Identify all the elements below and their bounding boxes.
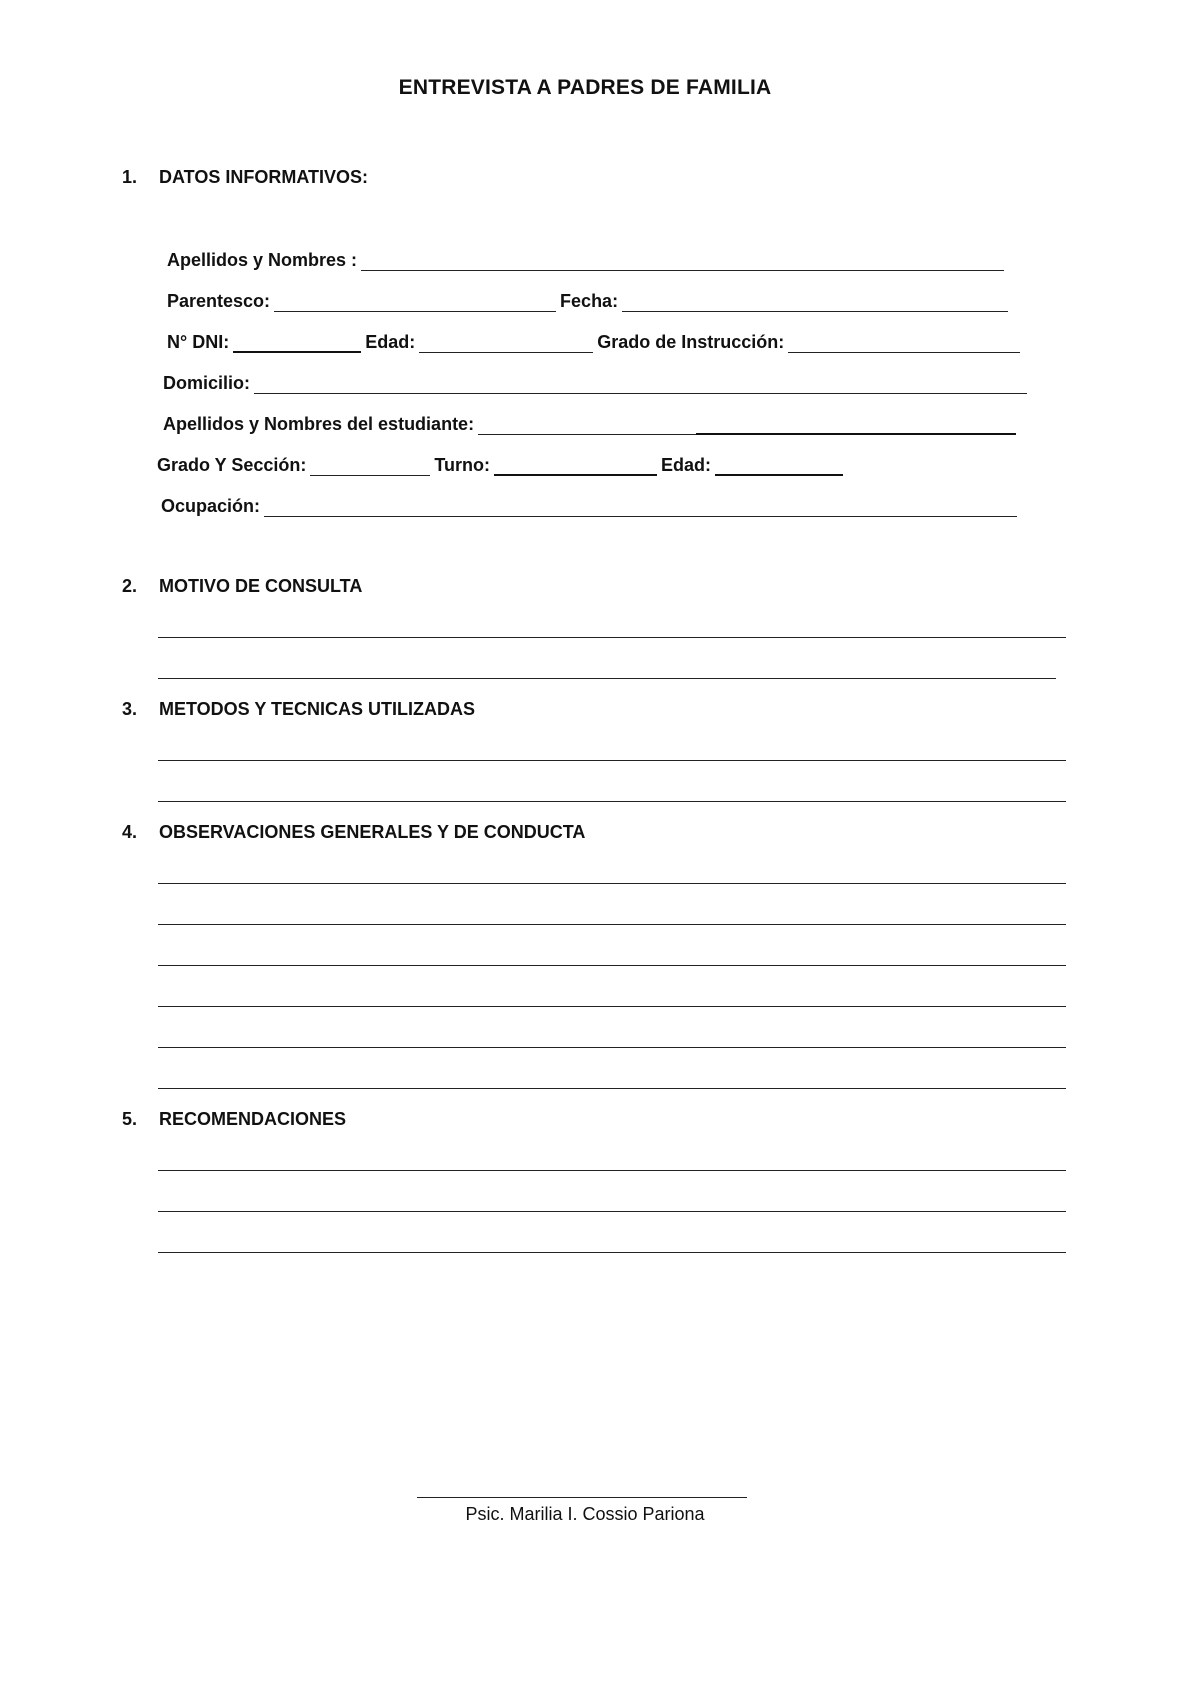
section-number: 1. — [122, 167, 138, 187]
answer-line[interactable] — [158, 924, 1066, 925]
field-input-fecha[interactable] — [622, 293, 1008, 312]
section-title: OBSERVACIONES GENERALES Y DE CONDUCTA — [159, 822, 586, 842]
field-row-apellidos-nombres — [167, 247, 1008, 271]
section-title: MOTIVO DE CONSULTA — [159, 576, 363, 596]
field-label-ocupacion: Ocupación: — [161, 496, 261, 516]
answer-line[interactable] — [158, 1252, 1066, 1253]
field-label-apellidos-nombres: Apellidos y Nombres : — [167, 250, 358, 270]
field-row-ocupacion — [161, 493, 1021, 517]
field-input-parentesco[interactable] — [274, 293, 556, 312]
field-input-edad[interactable] — [419, 334, 593, 353]
field-label-dni: N° DNI: — [167, 332, 230, 352]
field-label-grado-seccion: Grado Y Sección: — [157, 455, 307, 475]
field-input-dni[interactable] — [233, 333, 361, 353]
section-title: METODOS Y TECNICAS UTILIZADAS — [159, 699, 476, 719]
field-label-edad: Edad: — [365, 332, 416, 352]
field-label-domicilio: Domicilio: — [163, 373, 251, 393]
field-label-apellidos-estudiante: Apellidos y Nombres del estudiante: — [163, 414, 475, 434]
field-label-edad-estudiante: Edad: — [661, 455, 712, 475]
field-row-parentesco-fecha — [167, 288, 1012, 312]
field-input-apellidos-estudiante-ext[interactable] — [696, 415, 1016, 435]
answer-line[interactable] — [158, 1088, 1066, 1089]
field-row-grado-turno-edad — [157, 452, 847, 476]
answer-line[interactable] — [158, 883, 1066, 884]
signature-line — [417, 1497, 747, 1498]
field-row-domicilio — [163, 370, 1031, 394]
answer-line[interactable] — [158, 1006, 1066, 1007]
field-label-turno: Turno: — [434, 455, 491, 475]
document-title: ENTREVISTA A PADRES DE FAMILIA — [398, 76, 772, 99]
field-input-grado-seccion[interactable] — [310, 457, 430, 476]
field-row-dni-edad-grado — [167, 329, 1024, 353]
section-number: 5. — [122, 1109, 138, 1129]
field-input-apellidos-estudiante[interactable] — [478, 416, 696, 435]
field-input-edad-estudiante[interactable] — [715, 456, 843, 476]
field-input-domicilio[interactable] — [254, 375, 1027, 394]
field-label-fecha: Fecha: — [560, 291, 619, 311]
field-row-apellidos-estudiante — [163, 411, 1020, 435]
field-input-apellidos-nombres[interactable] — [361, 252, 1004, 271]
field-input-grado-instruccion[interactable] — [788, 334, 1020, 353]
section-number: 4. — [122, 822, 138, 842]
answer-line[interactable] — [158, 678, 1056, 679]
answer-line[interactable] — [158, 1211, 1066, 1212]
section-title: RECOMENDACIONES — [159, 1109, 347, 1129]
answer-line[interactable] — [158, 760, 1066, 761]
field-label-grado-instruccion: Grado de Instrucción: — [597, 332, 785, 352]
signature-name: Psic. Marilia I. Cossio Pariona — [465, 1504, 705, 1524]
answer-line[interactable] — [158, 1047, 1066, 1048]
section-number: 2. — [122, 576, 138, 596]
answer-line[interactable] — [158, 965, 1066, 966]
answer-line[interactable] — [158, 637, 1066, 638]
answer-line[interactable] — [158, 801, 1066, 802]
section-number: 3. — [122, 699, 138, 719]
field-input-turno[interactable] — [494, 456, 657, 476]
answer-line[interactable] — [158, 1170, 1066, 1171]
section-title: DATOS INFORMATIVOS: — [159, 167, 368, 187]
field-label-parentesco: Parentesco: — [167, 291, 271, 311]
field-input-ocupacion[interactable] — [264, 498, 1017, 517]
